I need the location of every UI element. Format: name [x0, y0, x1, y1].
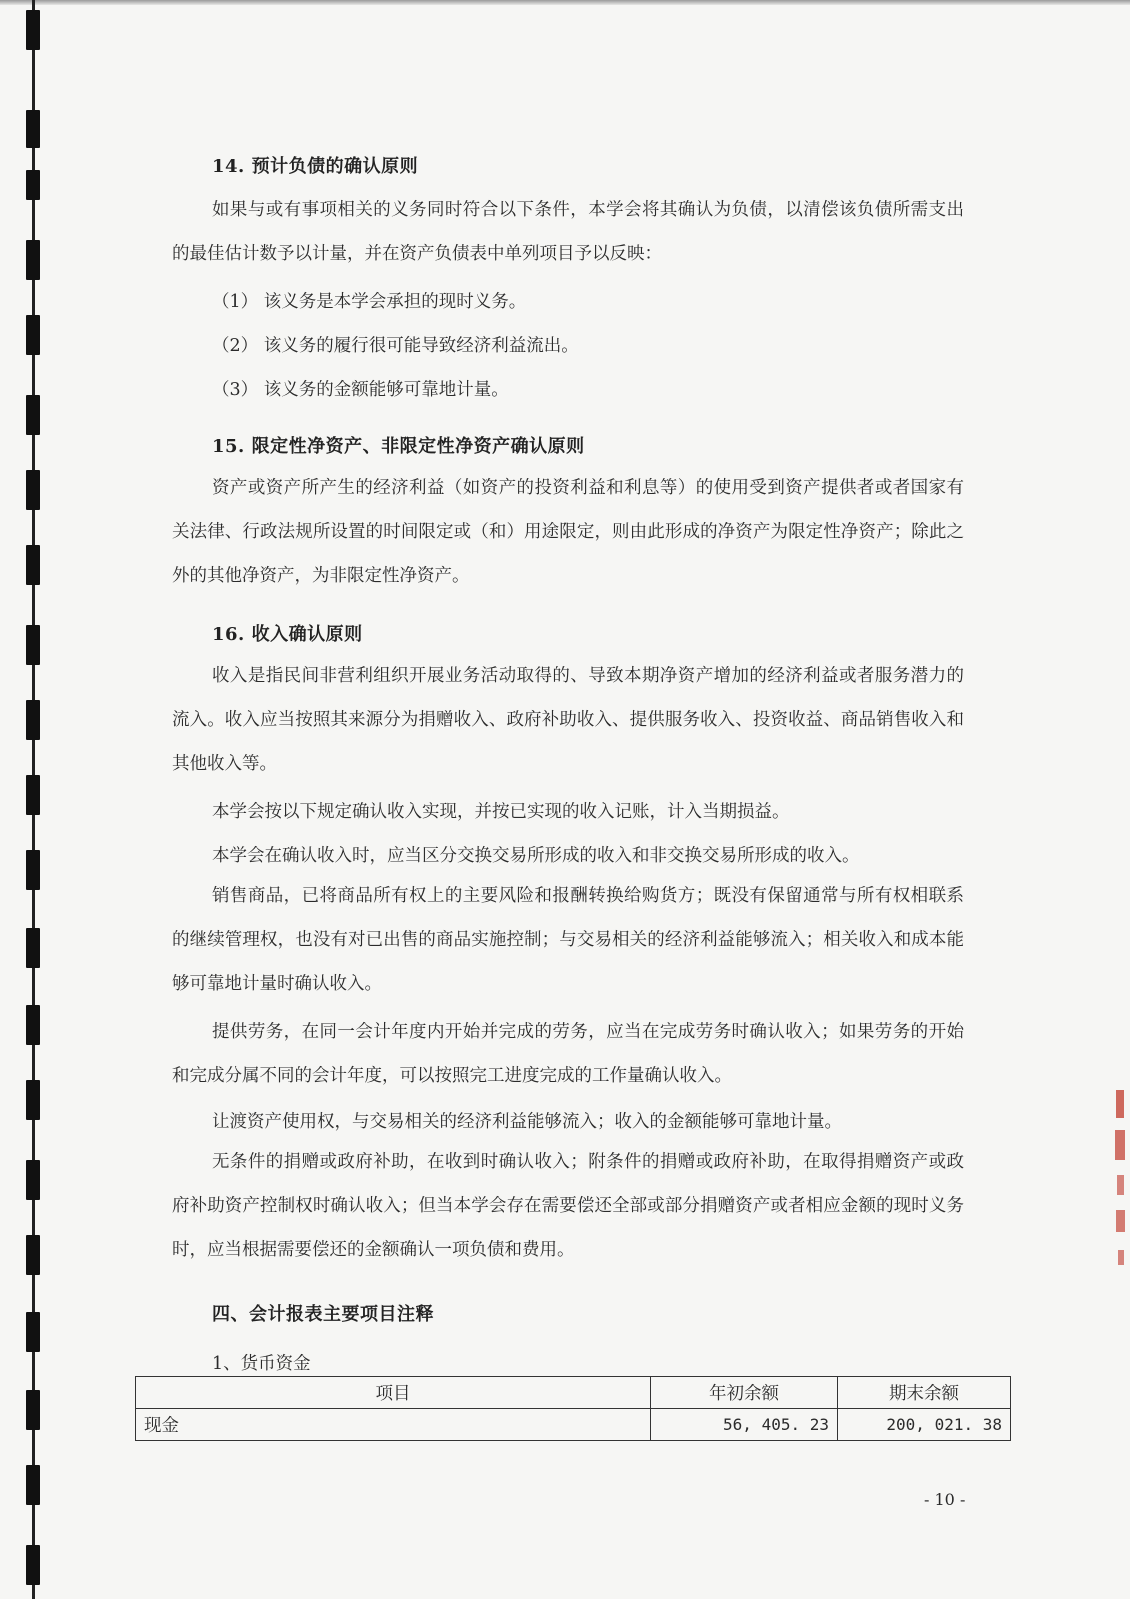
table-header-row — [136, 1377, 1011, 1409]
section-16-para-4: 销售商品，已将商品所有权上的主要风险和报酬转换给购货方；既没有保留通常与所有权相联系的继续管理权，也没有对已出售的商品实施控制；与交易相关的经济利益能够流入；相关收入和成本能够可靠地计量时确认收入。 — [172, 886, 964, 994]
section-14-item-1: （1） 该义务是本学会承担的现时义务。 — [212, 292, 527, 312]
table-header-cell: 项目 — [136, 1377, 651, 1409]
section-16-para-6: 让渡资产使用权，与交易相关的经济利益能够流入；收入的金额能够可靠地计量。 — [212, 1112, 842, 1132]
binding-ring — [26, 1235, 40, 1275]
binding-ring — [26, 240, 40, 280]
binding-ring — [26, 1080, 40, 1120]
section-16-heading: 16. 收入确认原则 — [212, 624, 363, 645]
section-14-intro: 如果与或有事项相关的义务同时符合以下条件，本学会将其确认为负债，以清偿该负债所需支出的最佳估计数予以计量，并在资产负债表中单列项目予以反映： — [172, 200, 964, 264]
subsection-cash-title: 1、货币资金 — [212, 1354, 311, 1374]
red-seal-fragment — [1112, 1085, 1128, 1270]
binding-ring — [26, 315, 40, 355]
page-number: - 10 - — [924, 1490, 966, 1509]
section-15-heading: 15. 限定性净资产、非限定性净资产确认原则 — [212, 436, 585, 457]
table-header-cell: 期末余额 — [838, 1377, 1011, 1409]
binding-ring — [26, 545, 40, 585]
scan-top-edge — [0, 0, 1130, 5]
section-16-para-5: 提供劳务，在同一会计年度内开始并完成的劳务，应当在完成劳务时确认收入；如果劳务的开始和完成分属不同的会计年度，可以按照完工进度完成的工作量确认收入。 — [172, 1022, 964, 1086]
table-header-cell: 年初余额 — [651, 1377, 838, 1409]
section-14-heading: 14. 预计负债的确认原则 — [212, 156, 419, 177]
binding-ring — [26, 1160, 40, 1200]
binding-ring — [26, 1005, 40, 1045]
table-cell: 56, 405. 23 — [651, 1409, 838, 1441]
binding-ring — [26, 470, 40, 510]
binding-ring — [26, 625, 40, 665]
spiral-binding — [0, 0, 60, 1599]
table-cell: 200, 021. 38 — [838, 1409, 1011, 1441]
binding-ring — [26, 1465, 40, 1505]
table-row — [136, 1409, 1011, 1441]
section-15-body: 资产或资产所产生的经济利益（如资产的投资利益和利息等）的使用受到资产提供者或者国家有关法律、行政法规所设置的时间限定或（和）用途限定，则由此形成的净资产为限定性净资产；除此之外的其他净资产，为非限定性净资产。 — [172, 478, 964, 586]
binding-ring — [26, 1312, 40, 1352]
binding-ring — [26, 10, 40, 50]
cash-table — [135, 1376, 1011, 1441]
section-16-para-1: 收入是指民间非营利组织开展业务活动取得的、导致本期净资产增加的经济利益或者服务潜力的流入。收入应当按照其来源分为捐赠收入、政府补助收入、提供服务收入、投资收益、商品销售收入和其他收入等。 — [172, 666, 964, 774]
binding-ring — [26, 775, 40, 815]
binding-ring — [26, 395, 40, 435]
section-16-para-3: 本学会在确认收入时，应当区分交换交易所形成的收入和非交换交易所形成的收入。 — [212, 846, 860, 866]
binding-ring — [26, 928, 40, 968]
section-14-item-2: （2） 该义务的履行很可能导致经济利益流出。 — [212, 336, 579, 356]
binding-ring — [26, 1390, 40, 1430]
binding-ring — [26, 170, 40, 200]
table-cell: 现金 — [136, 1409, 651, 1441]
section-14-item-3: （3） 该义务的金额能够可靠地计量。 — [212, 380, 509, 400]
binding-ring — [26, 1545, 40, 1585]
section-4-heading: 四、会计报表主要项目注释 — [212, 1304, 434, 1325]
binding-ring — [26, 700, 40, 740]
binding-ring — [26, 850, 40, 890]
binding-ring — [26, 110, 40, 148]
section-16-para-7: 无条件的捐赠或政府补助，在收到时确认收入；附条件的捐赠或政府补助，在取得捐赠资产或政府补助资产控制权时确认收入；但当本学会存在需要偿还全部或部分捐赠资产或者相应金额的现时义务时，应当根据需要偿还的金额确认一项负债和费用。 — [172, 1152, 964, 1260]
section-16-para-2: 本学会按以下规定确认收入实现，并按已实现的收入记账，计入当期损益。 — [212, 802, 790, 822]
